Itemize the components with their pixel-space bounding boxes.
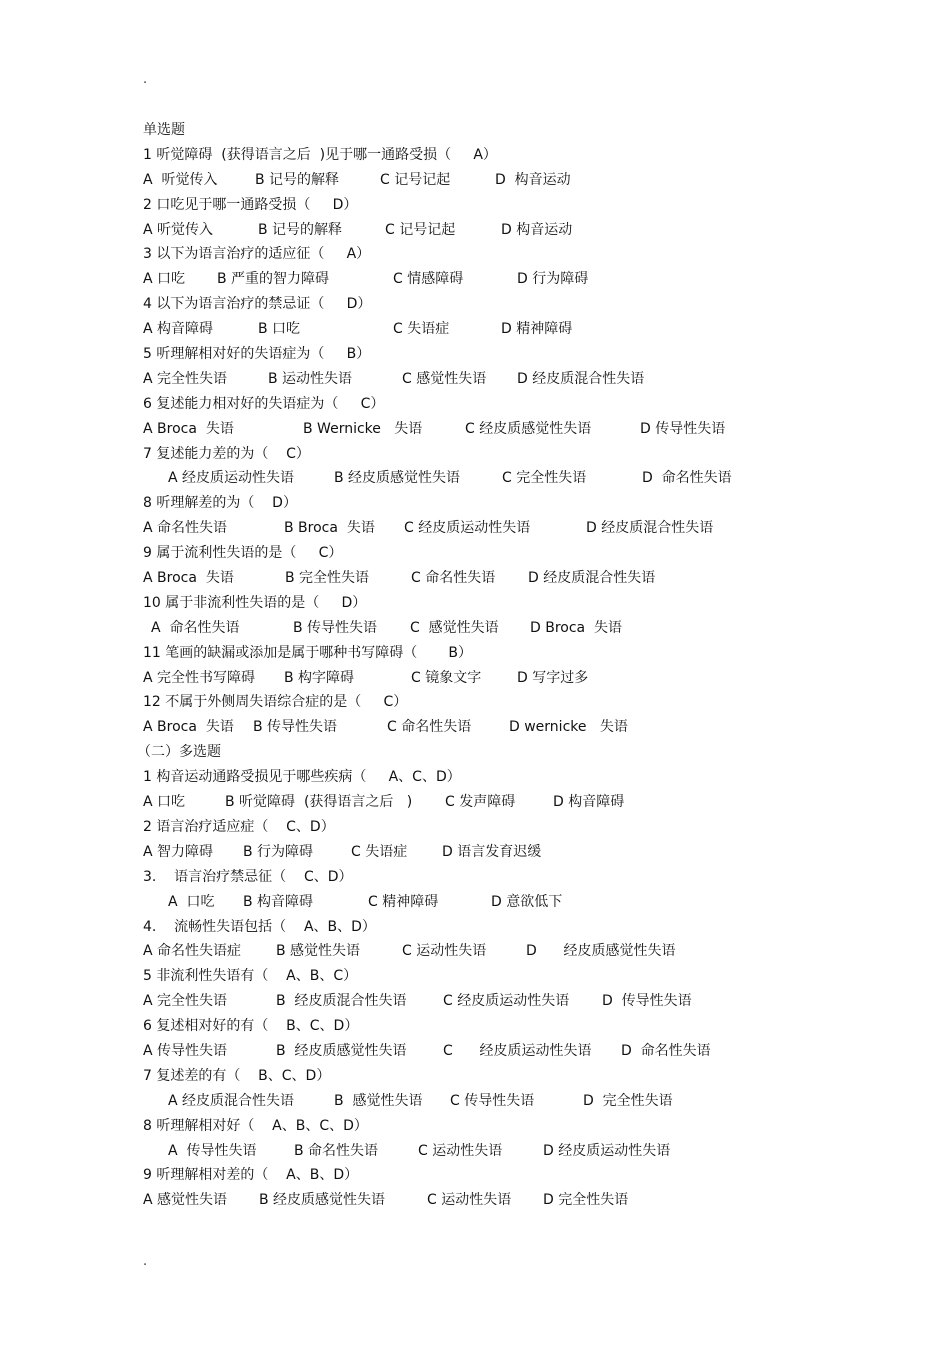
option-d: D 传导性失语	[602, 993, 692, 1010]
option-b: B 传导性失语	[253, 719, 338, 736]
option-row	[143, 1089, 923, 1114]
option-row	[143, 516, 923, 541]
question-text	[143, 964, 923, 989]
question-text	[143, 442, 923, 467]
option-d: D 语言发育迟缓	[442, 843, 542, 860]
option-c: C 感觉性失语	[402, 370, 487, 387]
option-b: B 经皮质感觉性失语	[259, 1192, 386, 1209]
question-stem: 11 笔画的缺漏或添加是属于哪种书写障碍（ B）	[143, 644, 473, 661]
question-text	[143, 1163, 923, 1188]
option-d: D 经皮质感觉性失语	[526, 943, 676, 960]
option-row	[143, 218, 923, 243]
option-a: A 听觉传入	[143, 171, 218, 188]
option-c: C 完全性失语	[502, 470, 587, 487]
question-text	[143, 242, 923, 267]
option-row	[143, 566, 923, 591]
question-stem: 1 构音运动通路受损见于哪些疾病（ A、C、D）	[143, 769, 461, 786]
option-a: A 命名性失语症	[143, 943, 242, 960]
option-d: D 完全性失语	[583, 1092, 673, 1109]
option-row	[143, 715, 923, 740]
option-a: A 完全性书写障碍	[143, 669, 256, 686]
option-c: C 失语症	[351, 843, 408, 860]
option-b: B 运动性失语	[268, 370, 353, 387]
option-a: A Broca 失语	[143, 570, 234, 587]
option-c: C 镜象文字	[411, 669, 482, 686]
question-text	[143, 641, 923, 666]
header-mark: .	[143, 72, 148, 87]
option-b: B 构音障碍	[243, 893, 314, 910]
question-text	[143, 1064, 923, 1089]
option-a: A 传导性失语	[143, 1042, 228, 1059]
option-d: D 传导性失语	[640, 420, 726, 437]
option-d: D 经皮质运动性失语	[543, 1142, 671, 1159]
question-text	[143, 765, 923, 790]
option-c: C 经皮质运动性失语	[404, 520, 531, 537]
question-stem: 8 听理解差的为（ D）	[143, 495, 297, 512]
option-row	[143, 666, 923, 691]
option-b: B 命名性失语	[294, 1142, 379, 1159]
option-a: A 命名性失语	[151, 619, 240, 636]
option-b: B 感觉性失语	[276, 943, 361, 960]
option-d: D Broca 失语	[530, 619, 623, 636]
option-d: D 经皮质混合性失语	[528, 570, 656, 587]
option-c: C 经皮质运动性失语	[443, 1042, 592, 1059]
option-b: B 经皮质感觉性失语	[334, 470, 461, 487]
option-a: A 完全性失语	[143, 993, 228, 1010]
question-stem: 7 复述差的有（ B、C、D）	[143, 1067, 331, 1084]
option-c: C 情感障碍	[393, 271, 464, 288]
question-stem: 2 口吃见于哪一通路受损（ D）	[143, 196, 358, 213]
option-d: D 写字过多	[517, 669, 589, 686]
option-c: C 运动性失语	[418, 1142, 503, 1159]
option-row	[143, 417, 923, 442]
option-d: D 完全性失语	[543, 1192, 629, 1209]
option-c: C 发声障碍	[445, 794, 516, 811]
option-a: A 口吃	[168, 893, 215, 910]
option-c: C 命名性失语	[387, 719, 472, 736]
option-c: C 经皮质运动性失语	[443, 993, 570, 1010]
question-text	[143, 1014, 923, 1039]
question-text	[143, 591, 923, 616]
option-d: D 精神障碍	[501, 321, 573, 338]
question-text	[143, 915, 923, 940]
option-b: B 传导性失语	[293, 619, 378, 636]
option-a: A 口吃	[143, 794, 186, 811]
question-stem: 6 复述能力相对好的失语症为（ C）	[143, 395, 385, 412]
option-row	[143, 890, 923, 915]
option-b: B 口吃	[258, 321, 301, 338]
option-b: B 构字障碍	[284, 669, 355, 686]
question-stem: 1 听觉障碍 (获得语言之后 )见于哪一通路受损（ A）	[143, 146, 497, 163]
option-row	[143, 1139, 923, 1164]
option-b: B 听觉障碍 (获得语言之后 )	[225, 794, 413, 811]
option-d: D 构音运动	[495, 171, 571, 188]
question-stem: 9 听理解相对差的（ A、B、D）	[143, 1167, 359, 1184]
question-text	[143, 690, 923, 715]
option-b: B Broca 失语	[284, 520, 375, 537]
question-text	[143, 541, 923, 566]
option-a: A 智力障碍	[143, 843, 214, 860]
option-c: C 记号记起	[380, 171, 451, 188]
question-text	[143, 392, 923, 417]
option-b: B 记号的解释	[255, 171, 340, 188]
option-c: C 感觉性失语	[410, 619, 499, 636]
option-row	[143, 790, 923, 815]
option-row	[143, 840, 923, 865]
option-a: A 经皮质运动性失语	[168, 470, 295, 487]
question-stem: 3 以下为语言治疗的适应征（ A）	[143, 246, 371, 263]
option-row	[143, 168, 923, 193]
question-stem: 7 复述能力差的为（ C）	[143, 445, 310, 462]
option-row	[143, 267, 923, 292]
question-stem: 10 属于非流利性失语的是（ D）	[143, 594, 367, 611]
option-a: A 传导性失语	[168, 1142, 257, 1159]
option-row	[143, 1039, 923, 1064]
option-a: A 命名性失语	[143, 520, 228, 537]
option-a: A Broca 失语	[143, 719, 234, 736]
option-c: C 命名性失语	[411, 570, 496, 587]
footer-mark: .	[143, 1254, 148, 1269]
option-a: A 听觉传入	[143, 221, 214, 238]
option-d: D 构音运动	[501, 221, 573, 238]
section-heading	[137, 740, 923, 765]
option-c: C 传导性失语	[450, 1092, 535, 1109]
heading-text: （二）多选题	[137, 744, 221, 761]
option-a: A 感觉性失语	[143, 1192, 228, 1209]
question-stem: 12 不属于外侧周失语综合症的是（ C）	[143, 694, 408, 711]
option-row	[143, 466, 923, 491]
option-d: D 经皮质混合性失语	[586, 520, 714, 537]
option-row	[143, 1188, 923, 1213]
option-d: D wernicke 失语	[509, 719, 628, 736]
option-d: D 命名性失语	[642, 470, 732, 487]
question-stem: 5 非流利性失语有（ A、B、C）	[143, 968, 358, 985]
option-b: B 记号的解释	[258, 221, 343, 238]
question-text	[143, 193, 923, 218]
question-text	[143, 491, 923, 516]
option-c: C 失语症	[393, 321, 450, 338]
option-c: C 记号记起	[385, 221, 456, 238]
option-b: B 经皮质感觉性失语	[276, 1042, 407, 1059]
option-row	[143, 989, 923, 1014]
question-text	[143, 342, 923, 367]
option-row	[143, 616, 923, 641]
heading-text: 单选题	[143, 122, 185, 138]
section-heading	[143, 118, 923, 143]
option-d: D 经皮质混合性失语	[517, 370, 645, 387]
option-b: B 感觉性失语	[334, 1092, 423, 1109]
question-text	[143, 865, 923, 890]
option-b: B Wernicke 失语	[303, 420, 423, 437]
option-row	[143, 939, 923, 964]
option-c: C 经皮质感觉性失语	[465, 420, 592, 437]
option-a: A 完全性失语	[143, 370, 228, 387]
option-row	[143, 367, 923, 392]
question-text	[143, 1114, 923, 1139]
question-stem: 2 语言治疗适应症（ C、D）	[143, 818, 335, 835]
option-b: B 行为障碍	[243, 843, 314, 860]
question-text	[143, 292, 923, 317]
option-a: A 构音障碍	[143, 321, 214, 338]
option-c: C 精神障碍	[368, 893, 439, 910]
question-stem: 5 听理解相对好的失语症为（ B）	[143, 346, 371, 363]
option-d: D 意欲低下	[491, 893, 563, 910]
option-c: C 运动性失语	[402, 943, 487, 960]
question-stem: 6 复述相对好的有（ B、C、D）	[143, 1018, 359, 1035]
question-stem: 4. 流畅性失语包括（ A、B、D）	[143, 918, 376, 935]
option-a: A 口吃	[143, 271, 186, 288]
option-c: C 运动性失语	[427, 1192, 512, 1209]
question-stem: 9 属于流利性失语的是（ C）	[143, 545, 343, 562]
question-text	[143, 815, 923, 840]
option-d: D 命名性失语	[621, 1042, 711, 1059]
question-stem: 3. 语言治疗禁忌征（ C、D）	[143, 868, 353, 885]
option-b: B 经皮质混合性失语	[276, 993, 407, 1010]
option-row	[143, 317, 923, 342]
option-b: B 完全性失语	[285, 570, 370, 587]
option-d: D 构音障碍	[553, 794, 625, 811]
question-text	[143, 143, 923, 168]
option-a: A Broca 失语	[143, 420, 234, 437]
option-d: D 行为障碍	[517, 271, 589, 288]
question-stem: 8 听理解相对好（ A、B、C、D）	[143, 1117, 368, 1134]
option-b: B 严重的智力障碍	[217, 271, 330, 288]
question-stem: 4 以下为语言治疗的禁忌证（ D）	[143, 296, 372, 313]
option-a: A 经皮质混合性失语	[168, 1092, 295, 1109]
question-list	[137, 118, 923, 1213]
